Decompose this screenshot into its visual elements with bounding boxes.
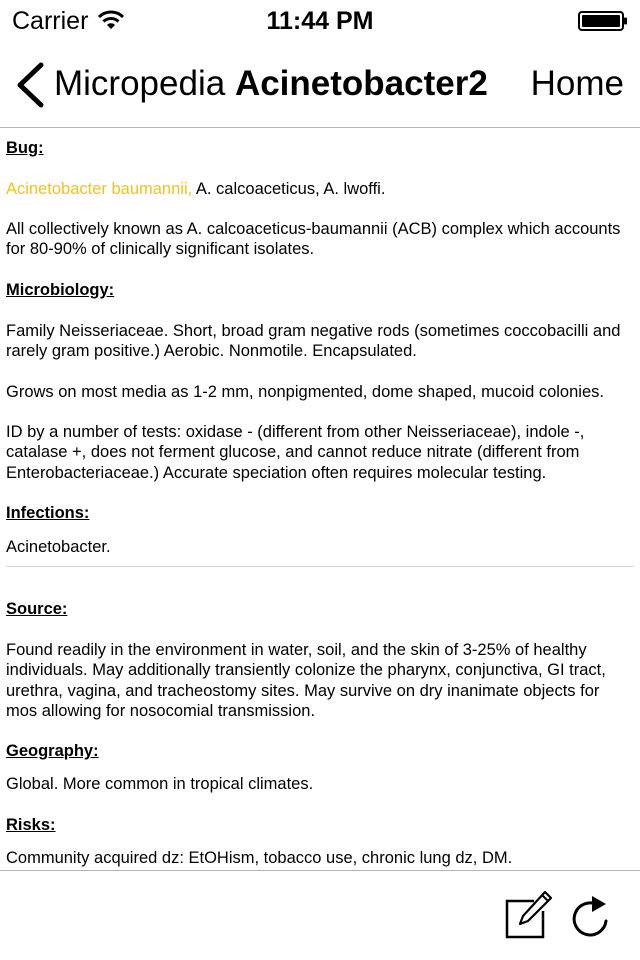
geography-text: Global. More common in tropical climates. (6, 775, 314, 793)
infections-text: Acinetobacter. (6, 538, 111, 556)
microbiology-para-2: Grows on most media as 1-2 mm, nonpigmented, dome shaped, mucoid colonies. (6, 383, 604, 401)
species-link[interactable]: Acinetobacter baumannii, (6, 180, 193, 198)
status-time: 11:44 PM (266, 7, 374, 35)
navigation-bar (0, 40, 640, 128)
status-bar (0, 0, 640, 40)
risks-heading: Risks: (6, 816, 56, 834)
compose-icon[interactable] (504, 889, 554, 941)
source-text: Found readily in the environment in water, soil, and the skin of 3-25% of healthy individuals. May additionally transiently colonize the pharynx, conjunctiva, GI tract, urethra, vagina, and tracheostomy sites. May survive on dry inanimate objects for mos allowing for nosocomial transmission. (6, 641, 606, 721)
home-button[interactable]: Home (530, 64, 624, 103)
geography-heading: Geography: (6, 742, 99, 760)
bug-heading: Bug: (6, 139, 44, 157)
title-main: Acinetobacter2 (234, 64, 488, 103)
refresh-icon[interactable] (568, 891, 612, 939)
bug-complex-note: All collectively known as A. calcoaceticus-baumannii (ACB) complex which accounts for 80-90% of clinically significant isolates. (6, 220, 621, 259)
source-heading: Source: (6, 600, 68, 618)
microbiology-para-1: Family Neisseriaceae. Short, broad gram negative rods (sometimes coccobacilli and rarely gram positive.) Aerobic. Nonmotile. Encapsulated. (6, 322, 621, 361)
title-prefix: Micropedia (54, 64, 226, 103)
article-content (0, 129, 640, 870)
microbiology-para-3: ID by a number of tests: oxidase - (different from other Neisseriaceae), indole -, catalase +, does not ferment glucose, and cannot reduce nitrate (different from Enterobacteriaceae.) Accurate speciation often requires molecular testing. (6, 423, 585, 482)
page-title (54, 64, 488, 104)
bug-species (6, 179, 628, 199)
carrier-label: Carrier (12, 7, 89, 35)
battery-full-icon (578, 11, 628, 31)
chevron-left-icon[interactable] (14, 62, 48, 108)
infections-heading: Infections: (6, 504, 90, 522)
microbiology-heading: Microbiology: (6, 281, 115, 299)
species-rest: A. calcoaceticus, A. lwoffi. (192, 180, 386, 198)
section-divider (6, 566, 634, 567)
risks-text: Community acquired dz: EtOHism, tobacco use, chronic lung dz, DM. (6, 849, 513, 867)
bottom-toolbar (0, 870, 640, 960)
